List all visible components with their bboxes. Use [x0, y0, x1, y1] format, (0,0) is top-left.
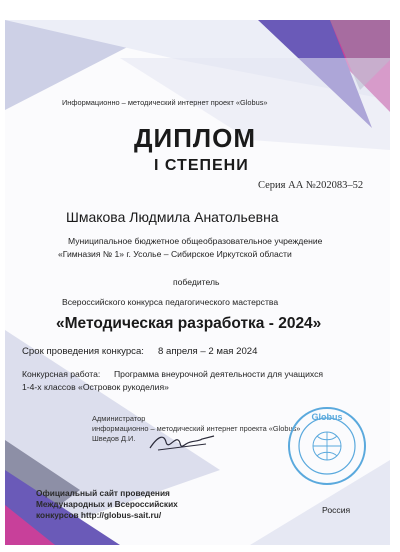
admin-title: Администратор: [92, 414, 146, 423]
work-value-line-1: Программа внеурочной деятельности для учащихся: [114, 369, 324, 379]
degree-label: I СТЕПЕНИ: [154, 157, 249, 174]
status-label: победитель: [173, 277, 220, 287]
admin-project: информационно – методический интернет проекта «Globus»: [92, 424, 301, 433]
series-number: Серия АА №202083–52: [258, 180, 364, 191]
site-line-3: конкурсов http://globus-sait.ru/: [36, 510, 162, 520]
work-label: Конкурсная работа:: [22, 369, 101, 379]
contest-name: «Методическая разработка - 2024»: [56, 315, 322, 332]
admin-signature: [148, 430, 218, 456]
period-value: 8 апреля – 2 мая 2024: [158, 346, 258, 357]
globus-stamp: [286, 405, 368, 487]
stamp-label: Globus: [311, 412, 343, 422]
period-label: Срок проведения конкурса:: [22, 346, 144, 357]
work-value-line-2: 1-4-х классов «Островок рукоделия»: [22, 382, 169, 392]
recipient-name: Шмакова Людмила Анатольевна: [66, 209, 279, 225]
site-line-2: Международных и Всероссийских: [36, 499, 178, 509]
country-label: Россия: [322, 505, 351, 515]
site-line-1: Официальный сайт проведения: [36, 488, 170, 498]
institution-line-2: «Гимназия № 1» г. Усолье – Сибирское Иркутской области: [58, 249, 292, 259]
contest-title: Всероссийского конкурса педагогического мастерства: [62, 297, 279, 307]
diploma-title: ДИПЛОМ: [134, 123, 257, 153]
institution-line-1: Муниципальное бюджетное общеобразовательное учреждение: [68, 236, 323, 246]
admin-name: Шведов Д.И.: [92, 434, 136, 443]
project-header: Информационно – методический интернет проект «Globus»: [62, 98, 268, 107]
